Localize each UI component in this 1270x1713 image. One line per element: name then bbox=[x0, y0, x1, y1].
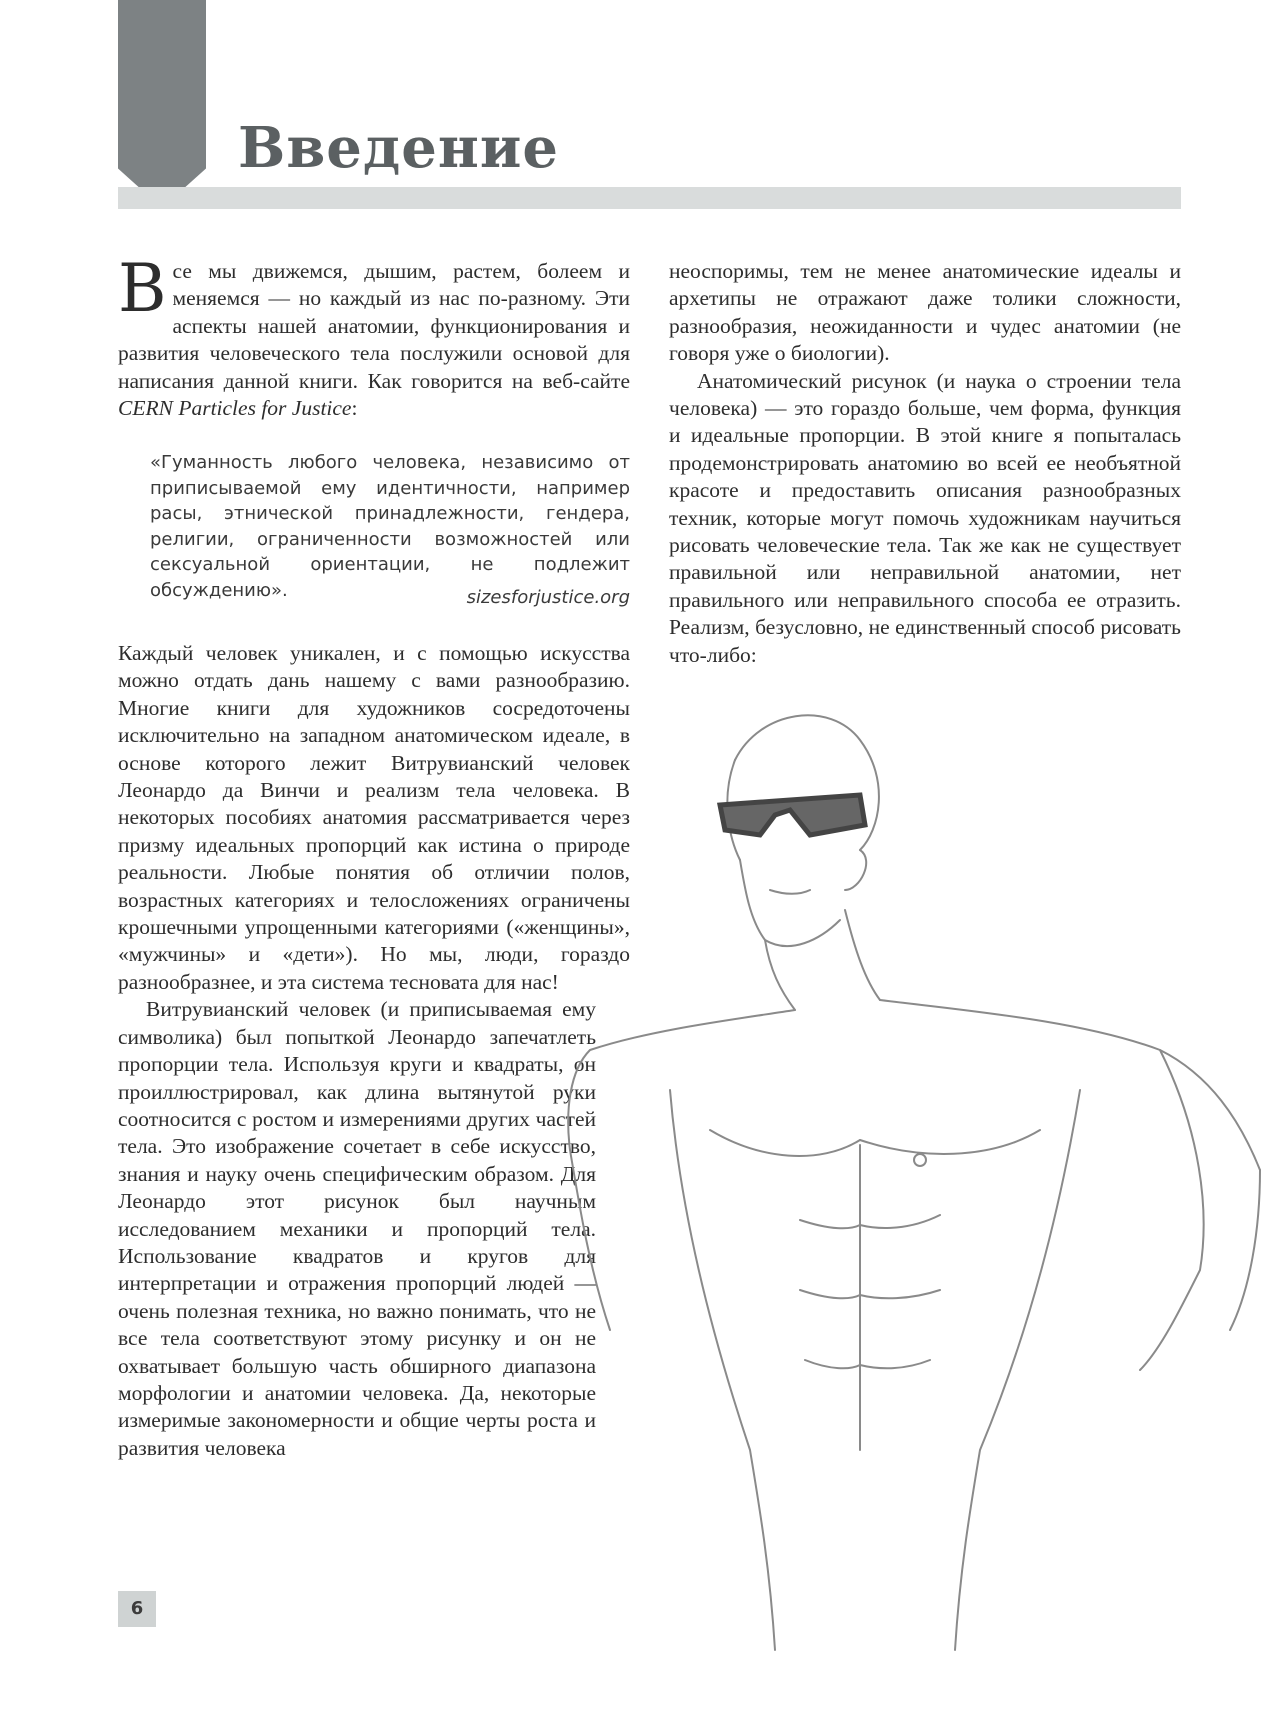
figure-sketch-illustration bbox=[560, 690, 1270, 1680]
quote-text: «Гуманность любого человека, независимо от приписываемой ему идентичности, например расы, этнической принадлежности, гендера, религии, ограниченности возможностей или сексуальной ориентации, не подлежит обсуждению». bbox=[150, 452, 630, 601]
page-title: Введение bbox=[238, 115, 559, 181]
intro-text-2: : bbox=[351, 396, 358, 421]
chapter-bookmark bbox=[118, 0, 206, 208]
intro-site-name: CERN Particles for Justice bbox=[118, 396, 352, 421]
drop-cap: В bbox=[118, 250, 167, 327]
left-column-body bbox=[118, 640, 630, 1462]
page-number: 6 bbox=[130, 1598, 144, 1619]
intro-paragraph bbox=[118, 250, 630, 422]
quote-source: sizesforjustice.org bbox=[466, 587, 630, 608]
right-column-body bbox=[669, 258, 1181, 669]
right-paragraph-1: неоспоримы, тем не менее анатомические идеалы и архетипы не отражают даже толики сложности, разнообразия, неожиданности и чудес анатомии (не говоря уже о биологии). bbox=[669, 259, 1181, 366]
intro-text-1: се мы движемся, дышим, растем, болеем и меняемся — но каждый из нас по-разному. Эти аспекты нашей анатомии, функционирования и развития человеческого тела послужили основой для написания данной книги. Как говорится на веб-сайте bbox=[118, 259, 630, 393]
left-paragraph-1: Каждый человек уникален, и с помощью искусства можно отдать дань нашему с вами разнообразию. Многие книги для художников сосредоточены исключительно на западном анатомическом идеале, в основе которого лежит Витрувианский человек Леонардо да Винчи и реализм тела человека. В некоторых пособиях анатомия рассматривается через призму идеальных пропорций как истина о природе реальности. Любые понятия об отличии полов, возрастных категориях и телосложениях ограничены крошечными упрощенными категориями («женщины», «мужчины» и «дети»). Но мы, люди, гораздо разнообразнее, и эта система тесновата для нас! bbox=[118, 641, 630, 994]
right-paragraph-2: Анатомический рисунок (и наука о строении тела человека) — это гораздо больше, чем форма, функция и идеальные пропорции. В этой книге я попыталась продемонстрировать анатомию во всей ее необъятной красоте и предоставить описания разнообразных техник, которые могут помочь художникам научиться рисовать человеческие тела. Так же как не существует правильной или неправильной анатомии, нет правильного или неправильного способа ее отразить. Реализм, безусловно, не единственный способ рисовать что-либо: bbox=[669, 368, 1181, 667]
title-underline-bar bbox=[118, 187, 1181, 209]
left-paragraph-2: Витрувианский человек (и приписываемая ему символика) был попыткой Леонардо запечатлеть пропорции тела. Используя круги и квадраты, он проиллюстрировал, как длина вытянутой руки соотносится с ростом и измерениями других частей тела. Это изображение сочетает в себе искусство, знания и науку очень специфическим образом. Для Леонардо этот рисунок был научным исследованием механики и пропорций тела. Использование квадратов и кругов для интерпретации и отражения пропорций людей — очень полезная техника, но важно понимать, что не все тела соответствуют этому рисунку и он не охватывает большую часть обширного диапазона морфологии и анатомии человека. Да, некоторые измеримые закономерности и общие черты роста и развития человека bbox=[118, 997, 596, 1460]
